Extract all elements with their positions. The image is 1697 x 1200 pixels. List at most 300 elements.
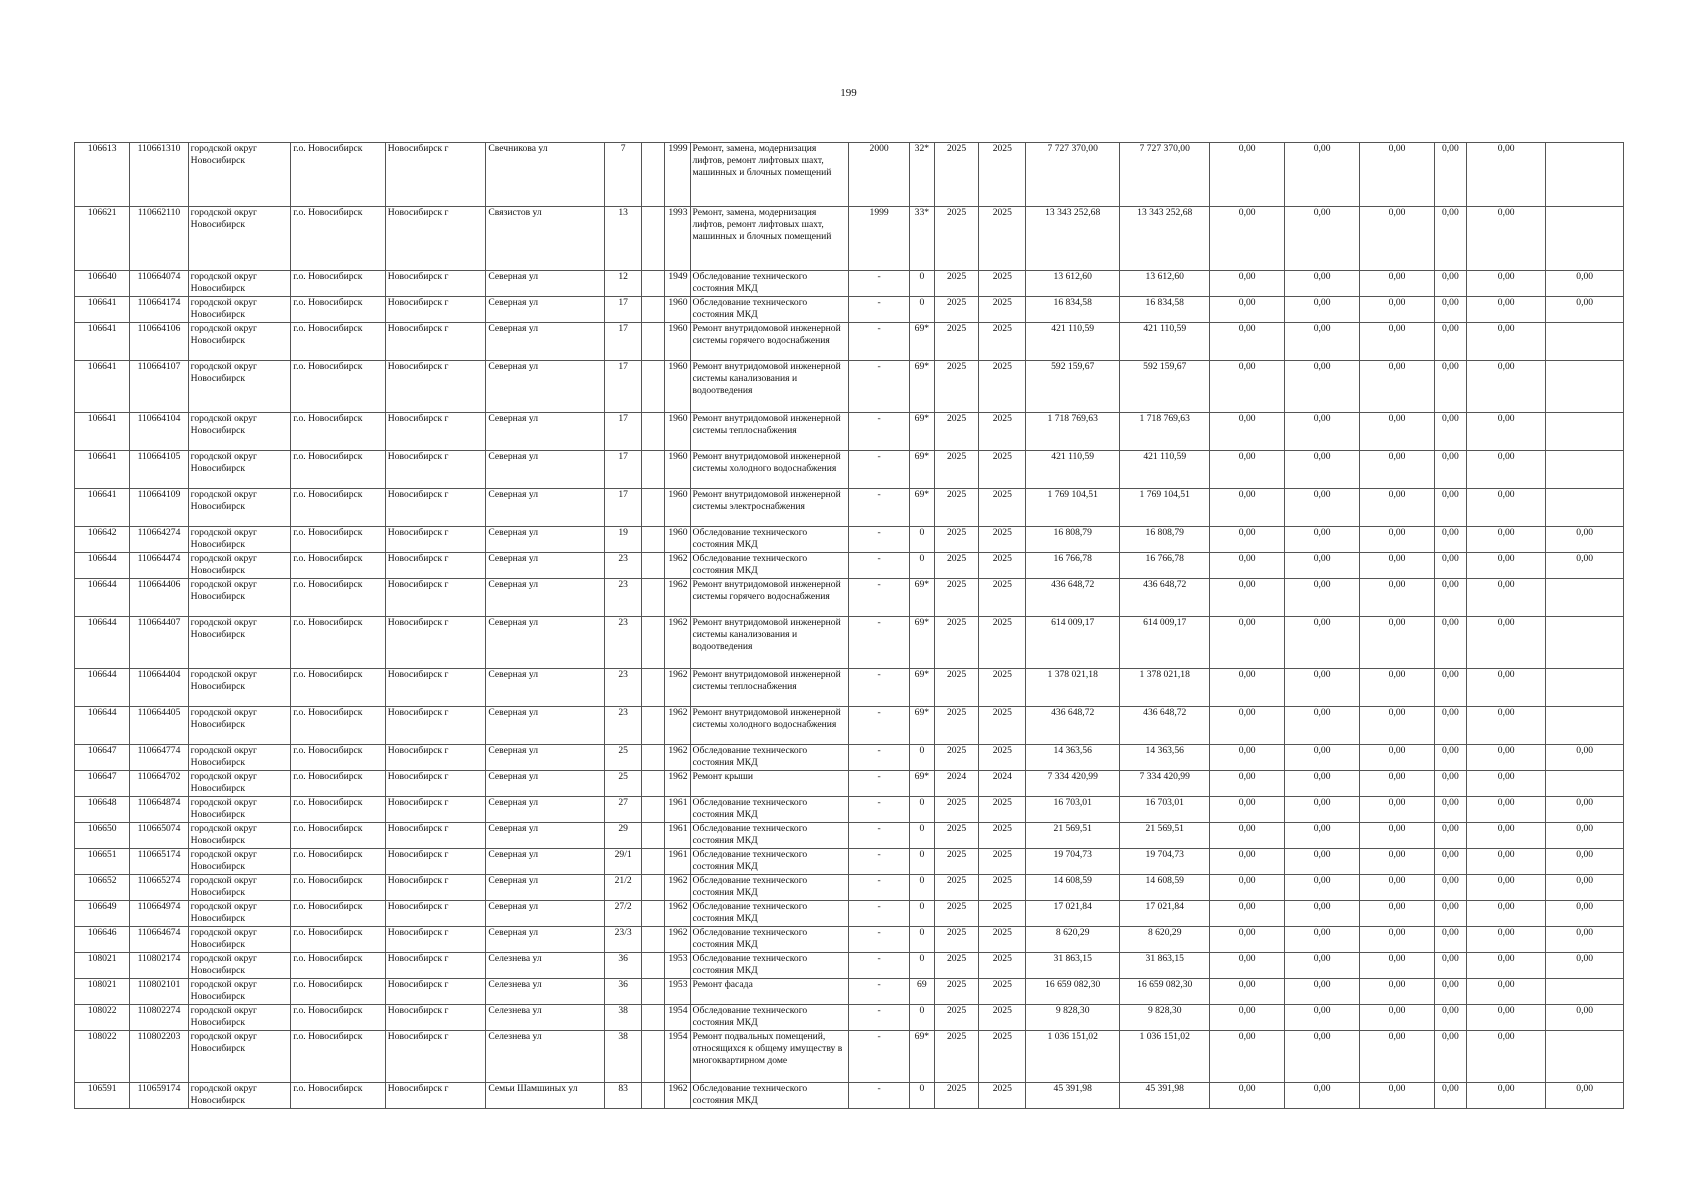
cell-plan-year-start: 2025	[934, 413, 978, 451]
cell-owners-funds: 0,00	[1466, 745, 1545, 771]
table-row	[75, 953, 1624, 979]
cell-work-type: Ремонт внутридомовой инженерной системы канализования и водоотведения	[690, 617, 849, 669]
cell-plan-year-end: 2025	[979, 1083, 1026, 1109]
cell-wear-percent: 69*	[909, 323, 934, 361]
cell-municipality: городской округ Новосибирск	[188, 143, 291, 207]
cell-federal-funds: 0,00	[1210, 617, 1284, 669]
cell-district: г.о. Новосибирск	[291, 207, 386, 271]
cell-extra-funds	[1546, 579, 1624, 617]
cell-municipality: городской округ Новосибирск	[188, 579, 291, 617]
cell-house-id: 106647	[75, 771, 130, 797]
cell-other-funds: 0,00	[1434, 553, 1466, 579]
cell-owners-funds: 0,00	[1466, 553, 1545, 579]
cell-street: Селезнева ул	[486, 1005, 605, 1031]
cell-house-number: 12	[605, 271, 642, 297]
cell-owners-funds: 0,00	[1466, 927, 1545, 953]
cell-work-type: Обследование технического состояния МКД	[690, 553, 849, 579]
cell-total-cost: 14 608,59	[1026, 875, 1120, 901]
cell-owners-funds: 0,00	[1466, 771, 1545, 797]
cell-local-funds: 0,00	[1360, 927, 1434, 953]
cell-total-cost: 436 648,72	[1026, 707, 1120, 745]
cell-other-funds: 0,00	[1434, 489, 1466, 527]
cell-wear-percent: 69*	[909, 1031, 934, 1083]
cell-municipality: городской округ Новосибирск	[188, 553, 291, 579]
cell-work-type: Обследование технического состояния МКД	[690, 953, 849, 979]
cell-owners-funds: 0,00	[1466, 617, 1545, 669]
cell-fund-cost: 17 021,84	[1119, 901, 1210, 927]
cell-building	[642, 143, 665, 207]
cell-federal-funds: 0,00	[1210, 745, 1284, 771]
cell-federal-funds: 0,00	[1210, 1083, 1284, 1109]
cell-street: Северная ул	[486, 579, 605, 617]
table-row	[75, 797, 1624, 823]
cell-wear-percent: 69*	[909, 771, 934, 797]
cell-total-cost: 14 363,56	[1026, 745, 1120, 771]
cell-extra-funds	[1546, 617, 1624, 669]
cell-work-id: 110664174	[130, 297, 188, 323]
cell-total-cost: 19 704,73	[1026, 849, 1120, 875]
cell-house-number: 29/1	[605, 849, 642, 875]
cell-owners-funds: 0,00	[1466, 451, 1545, 489]
cell-locality: Новосибирск г	[385, 707, 486, 745]
cell-house-number: 21/2	[605, 875, 642, 901]
cell-wear-percent: 69*	[909, 579, 934, 617]
cell-house-number: 23	[605, 617, 642, 669]
cell-federal-funds: 0,00	[1210, 143, 1284, 207]
cell-year-built: 1962	[665, 1083, 690, 1109]
cell-house-id: 106640	[75, 271, 130, 297]
cell-total-cost: 614 009,17	[1026, 617, 1120, 669]
cell-municipality: городской округ Новосибирск	[188, 1031, 291, 1083]
cell-locality: Новосибирск г	[385, 527, 486, 553]
cell-federal-funds: 0,00	[1210, 927, 1284, 953]
cell-district: г.о. Новосибирск	[291, 823, 386, 849]
cell-street: Селезнева ул	[486, 953, 605, 979]
cell-federal-funds: 0,00	[1210, 901, 1284, 927]
cell-extra-funds	[1546, 669, 1624, 707]
cell-year-built: 1962	[665, 927, 690, 953]
cell-work-id: 110664407	[130, 617, 188, 669]
cell-total-cost: 17 021,84	[1026, 901, 1120, 927]
cell-work-id: 110664474	[130, 553, 188, 579]
cell-extra-funds	[1546, 771, 1624, 797]
cell-district: г.о. Новосибирск	[291, 489, 386, 527]
cell-house-number: 19	[605, 527, 642, 553]
cell-work-id: 110664404	[130, 669, 188, 707]
cell-work-type: Ремонт подвальных помещений, относящихся к общему имуществу в многоквартирном доме	[690, 1031, 849, 1083]
cell-owners-funds: 0,00	[1466, 207, 1545, 271]
cell-other-funds: 0,00	[1434, 901, 1466, 927]
cell-wear-percent: 0	[909, 1083, 934, 1109]
cell-plan-year-start: 2025	[934, 361, 978, 413]
cell-local-funds: 0,00	[1360, 323, 1434, 361]
cell-wear-percent: 0	[909, 927, 934, 953]
cell-extra-funds	[1546, 323, 1624, 361]
cell-extra-funds	[1546, 361, 1624, 413]
cell-extra-funds: 0,00	[1546, 553, 1624, 579]
cell-other-funds: 0,00	[1434, 361, 1466, 413]
cell-work-id: 110664405	[130, 707, 188, 745]
cell-regional-funds: 0,00	[1284, 451, 1359, 489]
cell-wear-percent: 69*	[909, 707, 934, 745]
cell-federal-funds: 0,00	[1210, 451, 1284, 489]
cell-locality: Новосибирск г	[385, 489, 486, 527]
cell-plan-year-end: 2025	[979, 953, 1026, 979]
cell-fund-cost: 9 828,30	[1119, 1005, 1210, 1031]
cell-locality: Новосибирск г	[385, 745, 486, 771]
cell-building	[642, 413, 665, 451]
cell-regional-funds: 0,00	[1284, 143, 1359, 207]
cell-other-funds: 0,00	[1434, 451, 1466, 489]
table-row	[75, 361, 1624, 413]
cell-building	[642, 451, 665, 489]
cell-last-repair-year: -	[849, 297, 909, 323]
cell-regional-funds: 0,00	[1284, 617, 1359, 669]
cell-last-repair-year: -	[849, 927, 909, 953]
cell-last-repair-year: -	[849, 271, 909, 297]
cell-local-funds: 0,00	[1360, 617, 1434, 669]
cell-municipality: городской округ Новосибирск	[188, 489, 291, 527]
cell-wear-percent: 0	[909, 875, 934, 901]
cell-plan-year-end: 2025	[979, 143, 1026, 207]
cell-last-repair-year: -	[849, 707, 909, 745]
cell-plan-year-start: 2025	[934, 297, 978, 323]
cell-last-repair-year: -	[849, 1031, 909, 1083]
table-row	[75, 875, 1624, 901]
cell-municipality: городской округ Новосибирск	[188, 323, 291, 361]
cell-extra-funds	[1546, 451, 1624, 489]
cell-federal-funds: 0,00	[1210, 823, 1284, 849]
cell-plan-year-end: 2025	[979, 797, 1026, 823]
cell-work-id: 110664107	[130, 361, 188, 413]
cell-house-id: 106648	[75, 797, 130, 823]
cell-district: г.о. Новосибирск	[291, 553, 386, 579]
cell-wear-percent: 0	[909, 1005, 934, 1031]
cell-street: Селезнева ул	[486, 1031, 605, 1083]
cell-fund-cost: 7 727 370,00	[1119, 143, 1210, 207]
cell-local-funds: 0,00	[1360, 489, 1434, 527]
cell-fund-cost: 14 608,59	[1119, 875, 1210, 901]
cell-work-type: Ремонт внутридомовой инженерной системы холодного водоснабжения	[690, 451, 849, 489]
cell-extra-funds: 0,00	[1546, 1005, 1624, 1031]
page-number: 199	[840, 87, 857, 99]
cell-house-id: 106652	[75, 875, 130, 901]
cell-plan-year-end: 2025	[979, 927, 1026, 953]
cell-total-cost: 7 727 370,00	[1026, 143, 1120, 207]
cell-work-id: 110802101	[130, 979, 188, 1005]
cell-plan-year-start: 2025	[934, 1005, 978, 1031]
cell-work-type: Ремонт внутридомовой инженерной системы горячего водоснабжения	[690, 579, 849, 617]
cell-locality: Новосибирск г	[385, 617, 486, 669]
cell-owners-funds: 0,00	[1466, 823, 1545, 849]
cell-fund-cost: 1 718 769,63	[1119, 413, 1210, 451]
cell-municipality: городской округ Новосибирск	[188, 271, 291, 297]
cell-local-funds: 0,00	[1360, 1083, 1434, 1109]
cell-locality: Новосибирск г	[385, 413, 486, 451]
table-row	[75, 927, 1624, 953]
cell-last-repair-year: -	[849, 797, 909, 823]
cell-district: г.о. Новосибирск	[291, 1031, 386, 1083]
cell-fund-cost: 16 703,01	[1119, 797, 1210, 823]
cell-work-id: 110664106	[130, 323, 188, 361]
cell-owners-funds: 0,00	[1466, 297, 1545, 323]
cell-owners-funds: 0,00	[1466, 875, 1545, 901]
cell-street: Северная ул	[486, 271, 605, 297]
cell-fund-cost: 13 343 252,68	[1119, 207, 1210, 271]
cell-house-id: 108021	[75, 979, 130, 1005]
cell-other-funds: 0,00	[1434, 669, 1466, 707]
cell-house-number: 17	[605, 413, 642, 451]
cell-municipality: городской округ Новосибирск	[188, 953, 291, 979]
cell-owners-funds: 0,00	[1466, 413, 1545, 451]
cell-house-id: 106651	[75, 849, 130, 875]
cell-wear-percent: 69*	[909, 617, 934, 669]
cell-building	[642, 297, 665, 323]
cell-municipality: городской округ Новосибирск	[188, 1005, 291, 1031]
cell-regional-funds: 0,00	[1284, 707, 1359, 745]
cell-plan-year-end: 2025	[979, 1005, 1026, 1031]
cell-owners-funds: 0,00	[1466, 901, 1545, 927]
cell-extra-funds	[1546, 979, 1624, 1005]
cell-wear-percent: 69*	[909, 669, 934, 707]
cell-work-type: Ремонт крыши	[690, 771, 849, 797]
cell-regional-funds: 0,00	[1284, 489, 1359, 527]
cell-last-repair-year: -	[849, 1083, 909, 1109]
cell-municipality: городской округ Новосибирск	[188, 669, 291, 707]
cell-locality: Новосибирск г	[385, 901, 486, 927]
cell-federal-funds: 0,00	[1210, 553, 1284, 579]
cell-street: Северная ул	[486, 413, 605, 451]
cell-plan-year-start: 2025	[934, 875, 978, 901]
cell-house-id: 108022	[75, 1005, 130, 1031]
cell-other-funds: 0,00	[1434, 707, 1466, 745]
cell-fund-cost: 614 009,17	[1119, 617, 1210, 669]
cell-work-type: Обследование технического состояния МКД	[690, 297, 849, 323]
cell-regional-funds: 0,00	[1284, 553, 1359, 579]
table-row	[75, 979, 1624, 1005]
cell-house-number: 7	[605, 143, 642, 207]
cell-building	[642, 875, 665, 901]
cell-house-id: 106641	[75, 323, 130, 361]
cell-total-cost: 421 110,59	[1026, 323, 1120, 361]
cell-municipality: городской округ Новосибирск	[188, 771, 291, 797]
cell-locality: Новосибирск г	[385, 979, 486, 1005]
cell-other-funds: 0,00	[1434, 413, 1466, 451]
cell-building	[642, 579, 665, 617]
cell-last-repair-year: -	[849, 527, 909, 553]
cell-total-cost: 8 620,29	[1026, 927, 1120, 953]
cell-plan-year-end: 2025	[979, 413, 1026, 451]
cell-federal-funds: 0,00	[1210, 271, 1284, 297]
cell-plan-year-end: 2025	[979, 579, 1026, 617]
cell-regional-funds: 0,00	[1284, 207, 1359, 271]
table-row	[75, 413, 1624, 451]
cell-fund-cost: 592 159,67	[1119, 361, 1210, 413]
cell-year-built: 1960	[665, 323, 690, 361]
cell-district: г.о. Новосибирск	[291, 451, 386, 489]
cell-regional-funds: 0,00	[1284, 669, 1359, 707]
cell-last-repair-year: -	[849, 1005, 909, 1031]
cell-locality: Новосибирск г	[385, 927, 486, 953]
cell-fund-cost: 8 620,29	[1119, 927, 1210, 953]
cell-building	[642, 1083, 665, 1109]
cell-other-funds: 0,00	[1434, 1031, 1466, 1083]
cell-work-id: 110664274	[130, 527, 188, 553]
cell-owners-funds: 0,00	[1466, 271, 1545, 297]
cell-other-funds: 0,00	[1434, 927, 1466, 953]
cell-plan-year-start: 2025	[934, 527, 978, 553]
cell-total-cost: 9 828,30	[1026, 1005, 1120, 1031]
cell-other-funds: 0,00	[1434, 979, 1466, 1005]
cell-owners-funds: 0,00	[1466, 797, 1545, 823]
cell-street: Северная ул	[486, 707, 605, 745]
cell-fund-cost: 421 110,59	[1119, 451, 1210, 489]
cell-house-number: 17	[605, 489, 642, 527]
cell-last-repair-year: -	[849, 553, 909, 579]
cell-locality: Новосибирск г	[385, 849, 486, 875]
table-body	[75, 143, 1624, 1109]
cell-federal-funds: 0,00	[1210, 1005, 1284, 1031]
capital-repair-table	[74, 142, 1624, 1109]
cell-work-type: Ремонт внутридомовой инженерной системы теплоснабжения	[690, 413, 849, 451]
cell-year-built: 1993	[665, 207, 690, 271]
cell-regional-funds: 0,00	[1284, 1031, 1359, 1083]
cell-wear-percent: 0	[909, 953, 934, 979]
cell-regional-funds: 0,00	[1284, 979, 1359, 1005]
cell-fund-cost: 7 334 420,99	[1119, 771, 1210, 797]
cell-total-cost: 16 703,01	[1026, 797, 1120, 823]
cell-fund-cost: 19 704,73	[1119, 849, 1210, 875]
cell-last-repair-year: -	[849, 451, 909, 489]
cell-plan-year-start: 2025	[934, 979, 978, 1005]
cell-locality: Новосибирск г	[385, 553, 486, 579]
cell-fund-cost: 1 036 151,02	[1119, 1031, 1210, 1083]
cell-work-id: 110802203	[130, 1031, 188, 1083]
cell-owners-funds: 0,00	[1466, 1005, 1545, 1031]
cell-regional-funds: 0,00	[1284, 901, 1359, 927]
cell-plan-year-end: 2025	[979, 271, 1026, 297]
cell-extra-funds: 0,00	[1546, 797, 1624, 823]
cell-municipality: городской округ Новосибирск	[188, 979, 291, 1005]
cell-house-number: 36	[605, 953, 642, 979]
cell-year-built: 1960	[665, 489, 690, 527]
cell-other-funds: 0,00	[1434, 143, 1466, 207]
cell-plan-year-start: 2025	[934, 901, 978, 927]
cell-district: г.о. Новосибирск	[291, 707, 386, 745]
cell-extra-funds: 0,00	[1546, 297, 1624, 323]
cell-last-repair-year: -	[849, 323, 909, 361]
cell-locality: Новосибирск г	[385, 271, 486, 297]
cell-street: Северная ул	[486, 849, 605, 875]
cell-year-built: 1953	[665, 953, 690, 979]
cell-wear-percent: 0	[909, 849, 934, 875]
cell-house-number: 23/3	[605, 927, 642, 953]
cell-federal-funds: 0,00	[1210, 771, 1284, 797]
cell-building	[642, 271, 665, 297]
cell-year-built: 1999	[665, 143, 690, 207]
cell-regional-funds: 0,00	[1284, 797, 1359, 823]
cell-house-id: 106650	[75, 823, 130, 849]
cell-plan-year-start: 2025	[934, 489, 978, 527]
cell-wear-percent: 69*	[909, 361, 934, 413]
cell-work-id: 110664109	[130, 489, 188, 527]
cell-last-repair-year: -	[849, 745, 909, 771]
cell-plan-year-start: 2024	[934, 771, 978, 797]
cell-street: Северная ул	[486, 669, 605, 707]
cell-street: Северная ул	[486, 297, 605, 323]
cell-district: г.о. Новосибирск	[291, 927, 386, 953]
cell-locality: Новосибирск г	[385, 823, 486, 849]
cell-street: Семьи Шамшиных ул	[486, 1083, 605, 1109]
cell-house-id: 106647	[75, 745, 130, 771]
cell-total-cost: 31 863,15	[1026, 953, 1120, 979]
cell-other-funds: 0,00	[1434, 771, 1466, 797]
cell-other-funds: 0,00	[1434, 1005, 1466, 1031]
cell-wear-percent: 0	[909, 797, 934, 823]
cell-district: г.о. Новосибирск	[291, 979, 386, 1005]
cell-house-number: 23	[605, 579, 642, 617]
cell-federal-funds: 0,00	[1210, 953, 1284, 979]
cell-work-id: 110665274	[130, 875, 188, 901]
cell-regional-funds: 0,00	[1284, 771, 1359, 797]
table-row	[75, 579, 1624, 617]
cell-owners-funds: 0,00	[1466, 579, 1545, 617]
table-row	[75, 143, 1624, 207]
cell-plan-year-start: 2025	[934, 1083, 978, 1109]
cell-municipality: городской округ Новосибирск	[188, 901, 291, 927]
table-row	[75, 669, 1624, 707]
cell-house-number: 17	[605, 451, 642, 489]
cell-locality: Новосибирск г	[385, 451, 486, 489]
cell-plan-year-end: 2025	[979, 669, 1026, 707]
cell-district: г.о. Новосибирск	[291, 771, 386, 797]
cell-plan-year-end: 2025	[979, 323, 1026, 361]
cell-total-cost: 16 834,58	[1026, 297, 1120, 323]
cell-plan-year-end: 2025	[979, 451, 1026, 489]
cell-locality: Новосибирск г	[385, 1005, 486, 1031]
cell-plan-year-start: 2025	[934, 553, 978, 579]
cell-house-id: 106644	[75, 669, 130, 707]
cell-work-type: Обследование технического состояния МКД	[690, 901, 849, 927]
cell-extra-funds: 0,00	[1546, 927, 1624, 953]
cell-total-cost: 421 110,59	[1026, 451, 1120, 489]
cell-work-type: Обследование технического состояния МКД	[690, 823, 849, 849]
cell-plan-year-start: 2025	[934, 579, 978, 617]
cell-total-cost: 16 766,78	[1026, 553, 1120, 579]
table-row	[75, 771, 1624, 797]
cell-work-id: 110664702	[130, 771, 188, 797]
cell-other-funds: 0,00	[1434, 797, 1466, 823]
cell-year-built: 1953	[665, 979, 690, 1005]
cell-street: Северная ул	[486, 553, 605, 579]
cell-municipality: городской округ Новосибирск	[188, 849, 291, 875]
cell-fund-cost: 45 391,98	[1119, 1083, 1210, 1109]
cell-federal-funds: 0,00	[1210, 413, 1284, 451]
cell-extra-funds	[1546, 143, 1624, 207]
cell-other-funds: 0,00	[1434, 271, 1466, 297]
cell-last-repair-year: -	[849, 579, 909, 617]
cell-building	[642, 527, 665, 553]
cell-year-built: 1960	[665, 297, 690, 323]
cell-extra-funds: 0,00	[1546, 901, 1624, 927]
cell-street: Северная ул	[486, 771, 605, 797]
cell-work-type: Обследование технического состояния МКД	[690, 849, 849, 875]
cell-wear-percent: 32*	[909, 143, 934, 207]
cell-fund-cost: 13 612,60	[1119, 271, 1210, 297]
cell-plan-year-end: 2025	[979, 553, 1026, 579]
cell-wear-percent: 0	[909, 553, 934, 579]
cell-house-id: 106621	[75, 207, 130, 271]
